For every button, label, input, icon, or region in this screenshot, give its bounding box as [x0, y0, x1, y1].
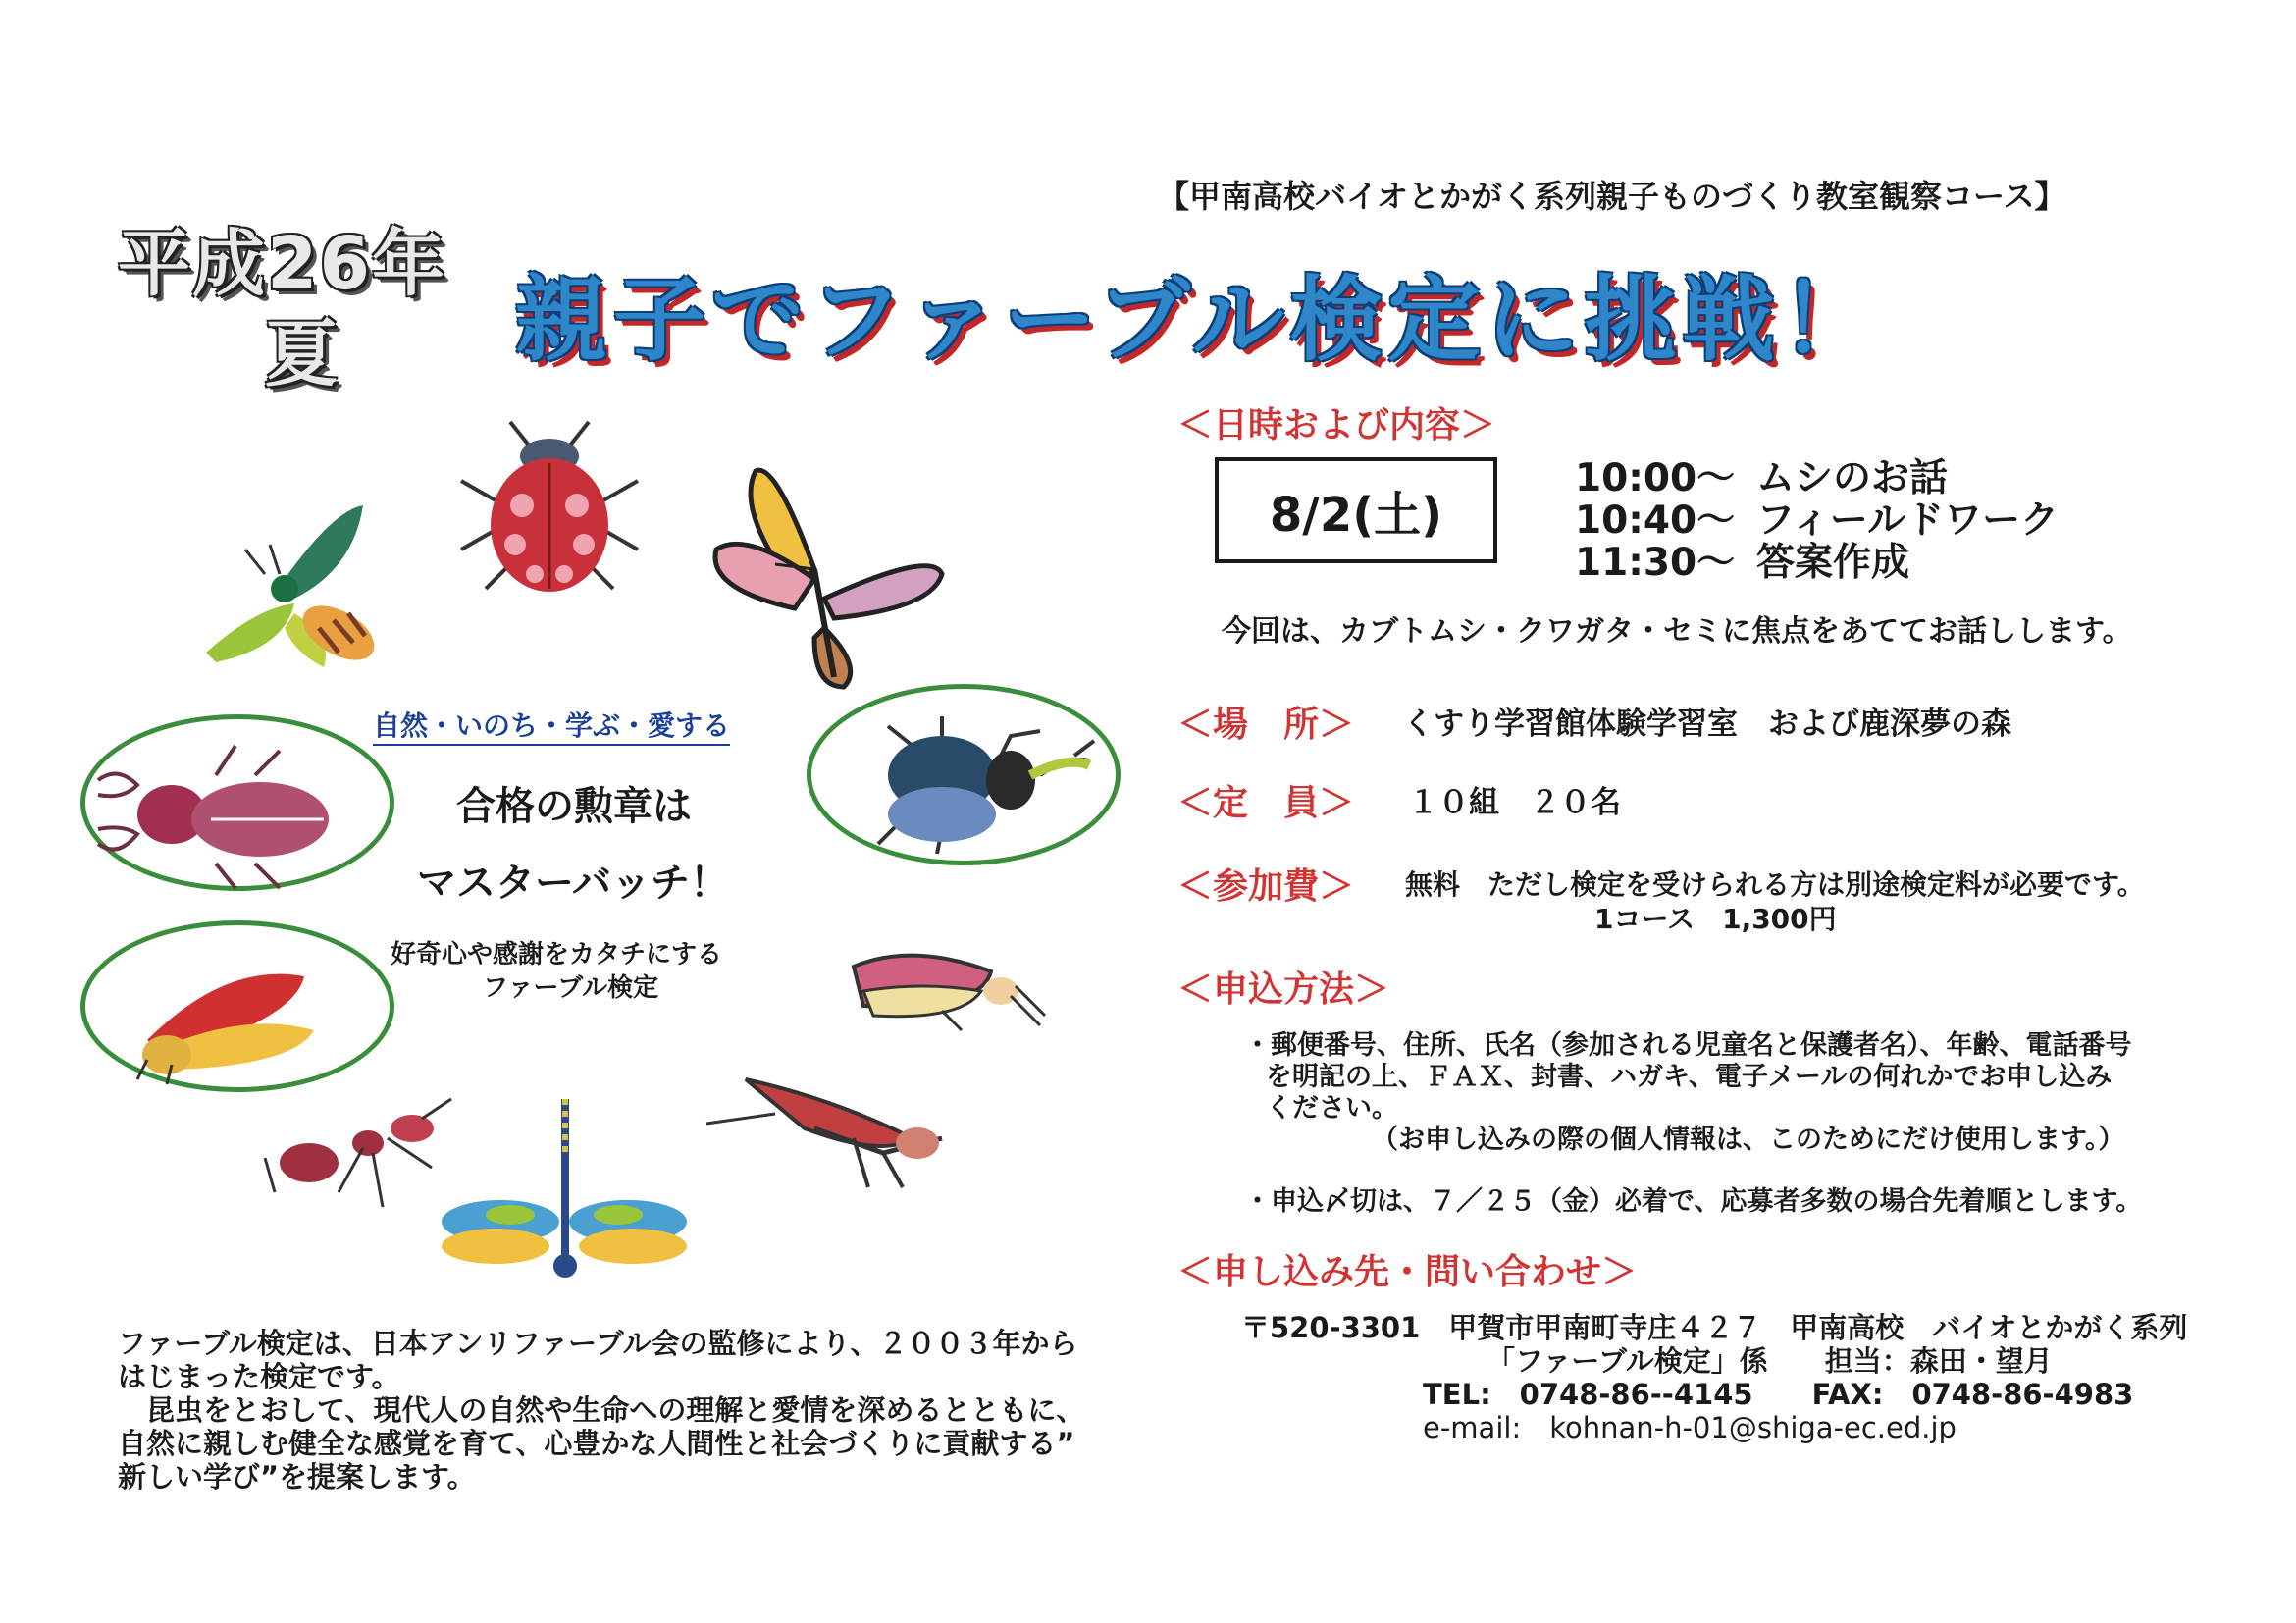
schedule-activity: 答案作成 — [1756, 541, 1910, 585]
place-value: くすり学習館体験学習室 および鹿深夢の森 — [1403, 707, 2011, 742]
ant-icon — [265, 1099, 451, 1207]
badge-line2: マスターバッチ！ — [417, 861, 729, 906]
schedule-time: 10:40〜 — [1575, 498, 1736, 543]
course-fee: 1コース 1,300円 — [1594, 903, 1837, 935]
fee-label: ＜参加費＞ — [1177, 866, 1355, 907]
ladybug-icon — [461, 422, 638, 592]
sub-line2: ファーブル検定 — [483, 973, 659, 1003]
schedule-time: 10:00〜 — [1575, 456, 1736, 500]
about-text — [118, 1327, 1158, 1493]
rhino-beetle-icon — [878, 716, 1094, 854]
dragonfly-icon — [442, 1099, 687, 1278]
about-line: はじまった検定です。 — [118, 1360, 400, 1393]
privacy-note: （お申し込みの際の個人情報は、このためにだけ使用します。） — [1372, 1125, 2125, 1155]
schedule-note: 今回は、カブトムシ・クワガタ・セミに焦点をあててお話しします。 — [1222, 614, 2132, 649]
apply-line: ・郵便番号、住所、氏名（参加される児童名と保護者名）、年齢、電話番号 — [1244, 1030, 2132, 1061]
contact-email: e-mail: kohnan-h-01@shiga-ec.ed.jp — [1423, 1411, 1957, 1444]
deadline: ・申込〆切は、７／２５（金）必着で、応募者多数の場合先着順とします。 — [1244, 1186, 2143, 1217]
about-line: 自然に親しむ健全な感覚を育て、心豊かな人間性と社会づくりに貢献する” — [118, 1427, 1075, 1460]
stag-beetle-icon — [98, 746, 329, 888]
contact-address: 〒520-3301 甲賀市甲南町寺庄４２７ 甲南高校 バイオとかがく系列 — [1241, 1311, 2188, 1344]
contact-tel: TEL: 0748-86--4145 — [1423, 1378, 1753, 1411]
schedule-heading: ＜日時および内容＞ — [1177, 405, 1496, 445]
grasshopper-icon — [706, 1079, 942, 1187]
apply-heading: ＜申込方法＞ — [1177, 969, 1390, 1010]
cicada-icon — [137, 974, 314, 1084]
sub-line1: 好奇心や感謝をカタチにする — [391, 940, 723, 969]
event-date: 8/2(土) — [1269, 487, 1443, 543]
contact-person: 「ファーブル検定」係 担当：森田・望月 — [1487, 1344, 2053, 1378]
apply-line: ください。 — [1266, 1093, 1398, 1124]
era-year: 平成26年 — [118, 222, 446, 306]
badge-line1: 合格の勲章は — [456, 784, 692, 829]
bee-icon — [206, 505, 384, 671]
capacity-value: １０組 ２０名 — [1408, 785, 1621, 820]
butterfly-icon — [715, 470, 942, 687]
contact-heading: ＜申し込み先・問い合わせ＞ — [1177, 1252, 1638, 1292]
schedule-activity: ムシのお話 — [1756, 456, 1949, 500]
schedule-time: 11:30〜 — [1575, 541, 1736, 585]
contact-fax: FAX: 0748-86-4983 — [1811, 1378, 2134, 1411]
about-line: ファーブル検定は、日本アンリファーブル会の監修により、２００３年から — [118, 1327, 1078, 1360]
place-label: ＜場 所＞ — [1177, 705, 1355, 745]
fee-value: 無料 ただし検定を受けられる方は別途検定料が必要です。 — [1405, 868, 2145, 901]
course-name: 【甲南高校バイオとかがく系列親子ものづくり教室観察コース】 — [1158, 178, 2066, 215]
apply-line: を明記の上、ＦＡＸ、封書、ハガキ、電子メールの何れかでお申し込み — [1266, 1062, 2113, 1092]
motto: 自然・いのち・学ぶ・愛する — [373, 705, 730, 746]
page-title: 親子でファーブル検定に挑戦！ — [515, 267, 1879, 374]
about-line: 昆虫をとおして、現代人の自然や生命への理解と愛情を深めるとともに、 — [118, 1393, 1085, 1427]
schedule-activity: フィールドワーク — [1756, 498, 2060, 543]
capacity-label: ＜定 員＞ — [1177, 783, 1355, 823]
era-season: 夏 — [265, 312, 338, 396]
about-line: 新しい学び”を提案します。 — [118, 1460, 476, 1493]
firefly-icon — [854, 956, 1045, 1030]
